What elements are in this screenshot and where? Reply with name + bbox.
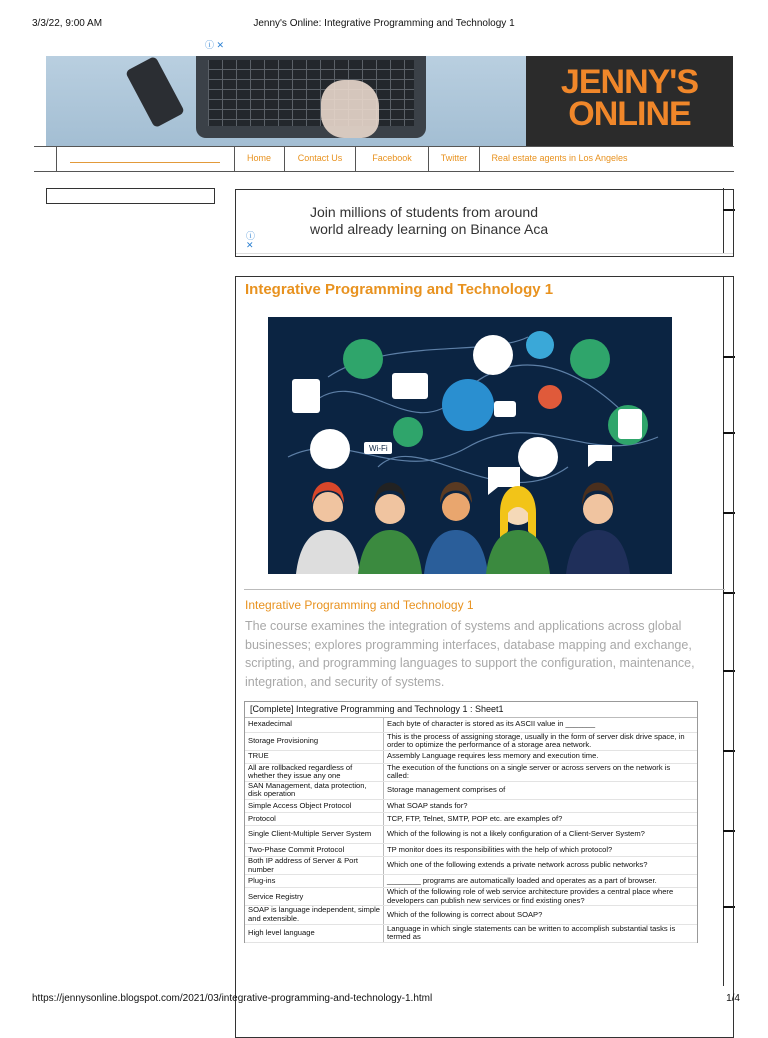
post-subtitle: Integrative Programming and Technology 1 <box>245 598 474 612</box>
nav-home[interactable]: Home <box>234 147 285 171</box>
table-row <box>245 826 697 844</box>
question-cell: TP monitor does its responsibilities with the help of which protocol? <box>384 844 698 857</box>
answer-cell: Two-Phase Commit Protocol <box>245 844 384 857</box>
answer-cell: Single Client-Multiple Server System <box>245 826 384 844</box>
question-cell: The execution of the functions on a single server or across servers on the network is called: <box>384 763 698 781</box>
question-cell: ________ programs are automatically loaded and operates as a part of browser. <box>384 875 698 888</box>
answer-cell: Both IP address of Server & Port number <box>245 857 384 875</box>
table-row <box>245 875 697 888</box>
embedded-spreadsheet[interactable] <box>244 701 698 943</box>
answer-cell: Protocol <box>245 813 384 826</box>
question-cell: TCP, FTP, Telnet, SMTP, POP etc. are examples of? <box>384 813 698 826</box>
post-title[interactable]: Integrative Programming and Technology 1 <box>245 281 554 298</box>
blog-post <box>235 276 734 1038</box>
table-row <box>245 718 697 732</box>
question-cell: Which one of the following extends a private network across public networks? <box>384 857 698 875</box>
table-row <box>245 813 697 826</box>
banner-laptop-photo <box>46 56 526 146</box>
phone-image <box>125 56 185 128</box>
sheet-title: [Complete] Integrative Programming and Technology 1 : Sheet1 <box>245 702 697 718</box>
table-row <box>245 800 697 813</box>
svg-text:Wi-Fi: Wi-Fi <box>369 444 388 453</box>
laptop-image <box>196 56 426 138</box>
table-row <box>245 924 697 942</box>
nav-contact-us[interactable]: Contact Us <box>285 147 356 171</box>
post-description: The course examines the integration of systems and applications across global businesses; explores programming interfaces, database mapping and exchange, scripting, and programming languages to support the configuration, maintenance, integration, and security of systems. <box>245 619 695 689</box>
advert-binance[interactable] <box>235 189 734 257</box>
question-cell: Each byte of character is stored as its ASCII value in _______ <box>384 718 698 732</box>
print-footer <box>32 993 740 1007</box>
table-row <box>245 732 697 750</box>
question-cell: Which of the following is not a likely configuration of a Client-Server System? <box>384 826 698 844</box>
answer-cell: Storage Provisioning <box>245 732 384 750</box>
answer-cell: Service Registry <box>245 888 384 906</box>
print-date: 3/3/22, 9:00 AM <box>32 18 103 29</box>
question-cell: Which of the following role of web service architecture provides a central place where developers can publish new services or find existing ones? <box>384 888 698 906</box>
answer-cell: Plug-ins <box>245 875 384 888</box>
table-row <box>245 906 697 924</box>
question-cell: This is the process of assigning storage, usually in the form of server disk drive space, in order to optimize the performance of a storage area network. <box>384 732 698 750</box>
nav-menu-toggle[interactable] <box>34 147 57 171</box>
answer-cell: SOAP is language independent, simple and extensible. <box>245 906 384 924</box>
technology-people-illustration <box>268 317 672 574</box>
answer-cell: Simple Access Object Protocol <box>245 800 384 813</box>
print-url: https://jennysonline.blogspot.com/2021/03/integrative-programming-and-technology-1.html <box>32 993 433 1004</box>
print-page-number: 1/4 <box>726 993 740 1004</box>
question-cell: Assembly Language requires less memory and execution time. <box>384 750 698 763</box>
ad-line-1: Join millions of students from around <box>310 204 538 220</box>
ad-info-icon[interactable]: ⓘ ✕ <box>246 231 256 250</box>
brand-logo[interactable] <box>526 56 733 146</box>
sidebar-widget <box>46 188 215 204</box>
header-banner[interactable] <box>46 56 733 146</box>
question-cell: Language in which single statements can be written to accomplish substantial tasks is termed as <box>384 924 698 942</box>
brand-line-1: JENNY'S <box>560 63 699 101</box>
top-nav <box>34 146 734 172</box>
answer-cell: Hexadecimal <box>245 718 384 732</box>
answer-cell: TRUE <box>245 750 384 763</box>
question-cell: What SOAP stands for? <box>384 800 698 813</box>
table-row <box>245 781 697 799</box>
table-row <box>245 888 697 906</box>
nav-search-input[interactable] <box>56 147 235 171</box>
table-row <box>245 750 697 763</box>
answer-cell: SAN Management, data protection, disk operation <box>245 781 384 799</box>
table-row <box>245 844 697 857</box>
nav-real-estate[interactable]: Real estate agents in Los Angeles <box>491 153 628 163</box>
print-title: Jenny's Online: Integrative Programming and Technology 1 <box>253 18 515 29</box>
ad-line-2: world already learning on Binance Aca <box>310 221 548 237</box>
hand-image <box>321 80 379 138</box>
table-row <box>245 857 697 875</box>
answer-cell: High level language <box>245 924 384 942</box>
nav-facebook[interactable]: Facebook <box>356 147 429 171</box>
table-row <box>245 763 697 781</box>
nav-twitter[interactable]: Twitter <box>429 147 480 171</box>
brand-line-2: ONLINE <box>568 95 691 133</box>
answer-cell: All are rollbacked regardless of whether they issue any one <box>245 763 384 781</box>
print-header <box>32 18 736 32</box>
question-cell: Storage management comprises of <box>384 781 698 799</box>
question-cell: Which of the following is correct about SOAP? <box>384 906 698 924</box>
ad-choices-icon[interactable]: ⓘ ✕ <box>205 40 225 50</box>
qa-table <box>245 718 697 943</box>
